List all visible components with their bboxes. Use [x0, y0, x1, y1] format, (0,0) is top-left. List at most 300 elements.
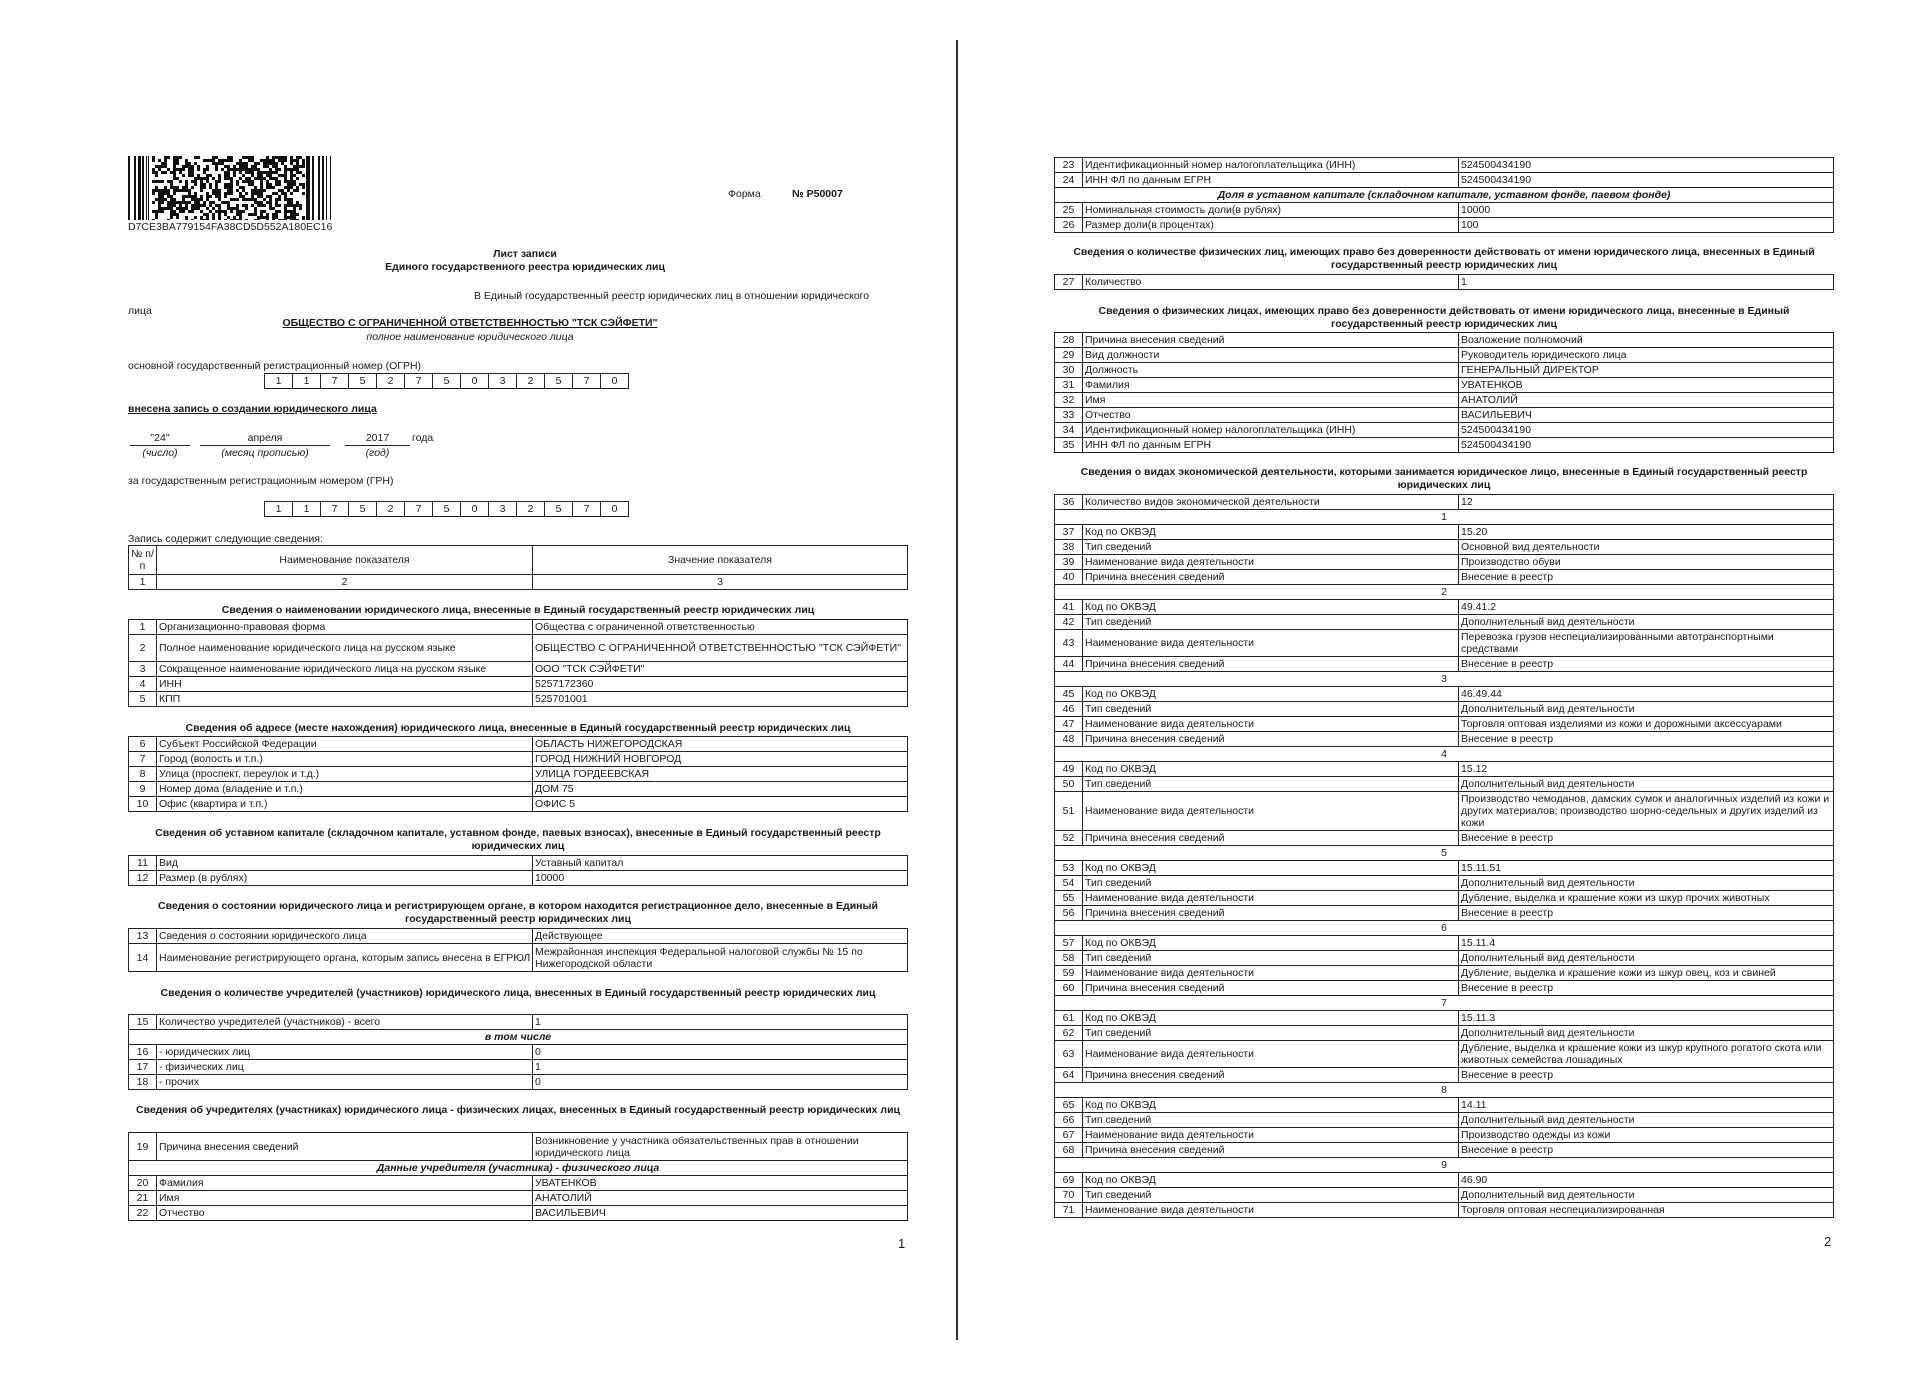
- digit-cell: 7: [404, 373, 433, 389]
- table-row: [1055, 1026, 1834, 1041]
- row-label: Причина внесения сведений: [1083, 732, 1459, 747]
- capital-table: [128, 855, 908, 886]
- row-number: 70: [1055, 1188, 1083, 1203]
- row-label: Наименование вида деятельности: [1083, 1041, 1459, 1068]
- row-value: ГЕНЕРАЛЬНЫЙ ДИРЕКТОР: [1459, 363, 1834, 378]
- row-number: 9: [129, 782, 157, 797]
- table-row: [1055, 951, 1834, 966]
- row-label: - прочих: [157, 1075, 533, 1090]
- table-row: [1055, 861, 1834, 876]
- row-value: Производство обуви: [1459, 555, 1834, 570]
- digit-cell: 0: [600, 373, 629, 389]
- row-label: Полное наименование юридического лица на русском языке: [157, 635, 533, 662]
- row-number: 18: [129, 1075, 157, 1090]
- table-row: [129, 767, 908, 782]
- row-number: 32: [1055, 393, 1083, 408]
- row-label: Код по ОКВЭД: [1083, 1098, 1459, 1113]
- row-value: Межрайонная инспекция Федеральной налоговой службы № 15 по Нижегородской области: [533, 944, 908, 972]
- row-label: Причина внесения сведений: [1083, 657, 1459, 672]
- row-value: АНАТОЛИЙ: [1459, 393, 1834, 408]
- row-label: Номер дома (владение и т.п.): [157, 782, 533, 797]
- row-label: Наименование вида деятельности: [1083, 1128, 1459, 1143]
- row-label: Причина внесения сведений: [1083, 570, 1459, 585]
- row-value: Внесение в реестр: [1459, 831, 1834, 846]
- digit-cell: 3: [488, 373, 517, 389]
- table-row: [129, 1176, 908, 1191]
- intro-line: В Единый государственный реестр юридических лиц в отношении юридического: [474, 290, 870, 302]
- table-row: [129, 635, 908, 662]
- row-number: 63: [1055, 1041, 1083, 1068]
- row-value: Дополнительный вид деятельности: [1459, 615, 1834, 630]
- row-label: Улица (проспект, переулок и т.д.): [157, 767, 533, 782]
- row-number: 23: [1055, 158, 1083, 173]
- row-number: 52: [1055, 831, 1083, 846]
- name-table: [128, 619, 908, 707]
- row-value: 525701001: [533, 692, 908, 707]
- row-value: 524500434190: [1459, 438, 1834, 453]
- activity-group-row: [1055, 1083, 1834, 1098]
- page-number: 2: [1824, 1234, 1832, 1249]
- row-number: 40: [1055, 570, 1083, 585]
- table-row: [1055, 1188, 1834, 1203]
- row-label: Тип сведений: [1083, 1113, 1459, 1128]
- table-row: [129, 1075, 908, 1090]
- table-row: [1055, 570, 1834, 585]
- table-row: [1055, 615, 1834, 630]
- row-number: 57: [1055, 936, 1083, 951]
- founders-table: [128, 1132, 908, 1221]
- row-label: Тип сведений: [1083, 876, 1459, 891]
- persons-table: [1054, 332, 1834, 453]
- row-value: Торговля оптовая неспециализированная: [1459, 1203, 1834, 1218]
- row-value: 10000: [1459, 203, 1834, 218]
- row-label: Тип сведений: [1083, 540, 1459, 555]
- activity-group-number: 6: [1055, 921, 1834, 936]
- row-value: Общества с ограниченной ответственностью: [533, 620, 908, 635]
- row-number: 17: [129, 1060, 157, 1075]
- digit-cell: 1: [292, 373, 321, 389]
- table-row: [1055, 891, 1834, 906]
- row-number: 16: [129, 1045, 157, 1060]
- table-row: [129, 752, 908, 767]
- ogrn-label: основной государственный регистрационный номер (ОГРН): [128, 360, 422, 372]
- row-number: 47: [1055, 717, 1083, 732]
- table-row: [1055, 1068, 1834, 1083]
- row-number: 14: [129, 944, 157, 972]
- org-full-name: ОБЩЕСТВО С ОГРАНИЧЕННОЙ ОТВЕТСТВЕННОСТЬЮ "ТСК СЭЙФЕТИ": [282, 317, 658, 329]
- row-label: Количество: [1083, 275, 1459, 290]
- row-number: 62: [1055, 1026, 1083, 1041]
- activities-table: [1054, 494, 1834, 1218]
- activity-group-row: [1055, 846, 1834, 861]
- row-number: 56: [1055, 906, 1083, 921]
- row-label: Код по ОКВЭД: [1083, 1011, 1459, 1026]
- row-value: 1: [1459, 275, 1834, 290]
- row-value: Дополнительный вид деятельности: [1459, 702, 1834, 717]
- row-label: Код по ОКВЭД: [1083, 525, 1459, 540]
- row-label: Имя: [1083, 393, 1459, 408]
- row-value: 15.11.4: [1459, 936, 1834, 951]
- activity-group-row: [1055, 585, 1834, 600]
- row-label: Должность: [1083, 363, 1459, 378]
- table-row: [1055, 540, 1834, 555]
- table-row: [129, 1191, 908, 1206]
- activity-group-number: 9: [1055, 1158, 1834, 1173]
- activity-group-row: [1055, 672, 1834, 687]
- table-row: [129, 620, 908, 635]
- row-label: ИНН ФЛ по данным ЕГРН: [1083, 438, 1459, 453]
- row-number: 10: [129, 797, 157, 812]
- row-number: 58: [1055, 951, 1083, 966]
- row-value: УЛИЦА ГОРДЕЕВСКАЯ: [533, 767, 908, 782]
- row-number: 33: [1055, 408, 1083, 423]
- row-label: - физических лиц: [157, 1060, 533, 1075]
- row-number: 28: [1055, 333, 1083, 348]
- row-value: ДОМ 75: [533, 782, 908, 797]
- digit-cell: 2: [516, 373, 545, 389]
- activity-group-number: 5: [1055, 846, 1834, 861]
- intro-cont: лица: [128, 305, 152, 317]
- row-value: 1: [533, 1015, 908, 1030]
- row-value: Внесение в реестр: [1459, 570, 1834, 585]
- header-no: № п/п: [129, 546, 157, 575]
- row-number: 43: [1055, 630, 1083, 657]
- table-row: [1055, 1011, 1834, 1026]
- row-label: Номинальная стоимость доли(в рублях): [1083, 203, 1459, 218]
- row-label: Наименование вида деятельности: [1083, 717, 1459, 732]
- table-row: [129, 1060, 908, 1075]
- row-label: - юридических лиц: [157, 1045, 533, 1060]
- row-value: ВАСИЛЬЕВИЧ: [1459, 408, 1834, 423]
- section-address-heading: Сведения об адресе (месте нахождения) юридического лица, внесенные в Единый государственный реестр юридических лиц: [185, 722, 851, 734]
- row-value: ОБЛАСТЬ НИЖЕГОРОДСКАЯ: [533, 737, 908, 752]
- digit-cell: 5: [348, 373, 377, 389]
- table-row: [1055, 173, 1834, 188]
- table-row: [1055, 203, 1834, 218]
- ogrn-cells: [265, 373, 629, 389]
- table-row: [1055, 218, 1834, 233]
- row-number: 4: [129, 677, 157, 692]
- table-row: [1055, 687, 1834, 702]
- row-label: Тип сведений: [1083, 1188, 1459, 1203]
- digit-cell: 3: [488, 501, 517, 517]
- inn-table: [1054, 157, 1834, 233]
- row-number: 15: [129, 1015, 157, 1030]
- org-name-caption: полное наименование юридического лица: [366, 331, 574, 343]
- row-label: Причина внесения сведений: [1083, 831, 1459, 846]
- table-row: [129, 677, 908, 692]
- barcode-2d-icon: [128, 156, 332, 220]
- row-number: 59: [1055, 966, 1083, 981]
- table-row: [129, 692, 908, 707]
- row-value: 15.11.3: [1459, 1011, 1834, 1026]
- contains-label: Запись содержит следующие сведения:: [128, 533, 323, 545]
- page-number: 1: [898, 1236, 906, 1251]
- row-value: 15.11.51: [1459, 861, 1834, 876]
- digit-cell: 5: [544, 373, 573, 389]
- row-number: 42: [1055, 615, 1083, 630]
- row-value: Возникновение у участника обязательственных прав в отношении юридического лица: [533, 1133, 908, 1161]
- date-month-caption: (месяц прописью): [221, 447, 309, 459]
- row-value: 15.12: [1459, 762, 1834, 777]
- table-row: [129, 929, 908, 944]
- row-number: 67: [1055, 1128, 1083, 1143]
- row-value: 12: [1459, 495, 1834, 510]
- table-row: [1055, 717, 1834, 732]
- row-label: Размер доли(в процентах): [1083, 218, 1459, 233]
- row-value: Внесение в реестр: [1459, 981, 1834, 996]
- row-number: 3: [129, 662, 157, 677]
- activity-group-number: 7: [1055, 996, 1834, 1011]
- row-label: Вид должности: [1083, 348, 1459, 363]
- digit-cell: 7: [320, 501, 349, 517]
- table-row: [1055, 423, 1834, 438]
- digit-cell: 0: [600, 501, 629, 517]
- row-label: Код по ОКВЭД: [1083, 762, 1459, 777]
- row-value: Торговля оптовая изделиями из кожи и дорожными аксессуарами: [1459, 717, 1834, 732]
- table-row: [1055, 378, 1834, 393]
- row-number: 50: [1055, 777, 1083, 792]
- digit-cell: 1: [264, 501, 293, 517]
- digit-cell: 5: [348, 501, 377, 517]
- title-line2: Единого государственного реестра юридических лиц: [385, 261, 665, 273]
- row-number: 55: [1055, 891, 1083, 906]
- row-value: Возложение полномочий: [1459, 333, 1834, 348]
- row-number: 30: [1055, 363, 1083, 378]
- row-number: 34: [1055, 423, 1083, 438]
- row-number: 1: [129, 620, 157, 635]
- table-row: [1055, 1203, 1834, 1218]
- row-number: 48: [1055, 732, 1083, 747]
- row-value: Действующее: [533, 929, 908, 944]
- table-row: [129, 871, 908, 886]
- table-row: [1055, 1143, 1834, 1158]
- row-number: 21: [129, 1191, 157, 1206]
- section-name-heading: Сведения о наименовании юридического лица, внесенные в Единый государственный реестр юридических лиц: [221, 604, 815, 616]
- row-value: ОБЩЕСТВО С ОГРАНИЧЕННОЙ ОТВЕТСТВЕННОСТЬЮ "ТСК СЭЙФЕТИ": [533, 635, 908, 662]
- digit-cell: 5: [432, 501, 461, 517]
- row-value: ОФИС 5: [533, 797, 908, 812]
- grn-cells: [265, 501, 629, 517]
- row-label: Наименование вида деятельности: [1083, 966, 1459, 981]
- table-row: [1055, 1113, 1834, 1128]
- founder-data-subheading: Данные учредителя (участника) - физического лица: [129, 1161, 908, 1176]
- table-row: [1055, 408, 1834, 423]
- row-label: Отчество: [157, 1206, 533, 1221]
- digit-cell: 0: [460, 373, 489, 389]
- activity-group-number: 3: [1055, 672, 1834, 687]
- row-label: Тип сведений: [1083, 777, 1459, 792]
- row-label: ИНН: [157, 677, 533, 692]
- row-number: 6: [129, 737, 157, 752]
- row-label: Идентификационный номер налогоплательщика (ИНН): [1083, 158, 1459, 173]
- row-value: УВАТЕНКОВ: [1459, 378, 1834, 393]
- table-row: [1055, 657, 1834, 672]
- row-number: 41: [1055, 600, 1083, 615]
- row-label: Тип сведений: [1083, 951, 1459, 966]
- row-label: Субъект Российской Федерации: [157, 737, 533, 752]
- table-row: [1055, 555, 1834, 570]
- table-row: [1055, 966, 1834, 981]
- row-label: Имя: [157, 1191, 533, 1206]
- date-day: "24": [130, 432, 190, 446]
- table-row: [1055, 831, 1834, 846]
- activity-group-row: [1055, 747, 1834, 762]
- table-row: [1055, 936, 1834, 951]
- digit-cell: 7: [572, 373, 601, 389]
- barcode-code: D7CE3BA779154FA38CD5D552A180EC16: [128, 221, 333, 233]
- state-table: [128, 928, 908, 972]
- row-number: 53: [1055, 861, 1083, 876]
- row-label: Код по ОКВЭД: [1083, 600, 1459, 615]
- row-label: Количество учредителей (участников) - всего: [157, 1015, 533, 1030]
- row-number: 19: [129, 1133, 157, 1161]
- table-row: [1055, 876, 1834, 891]
- row-value: Внесение в реестр: [1459, 732, 1834, 747]
- row-value: Внесение в реестр: [1459, 1068, 1834, 1083]
- table-row: [1055, 1173, 1834, 1188]
- row-value: 5257172360: [533, 677, 908, 692]
- row-label: Тип сведений: [1083, 702, 1459, 717]
- table-row: [129, 1206, 908, 1221]
- row-value: Основной вид деятельности: [1459, 540, 1834, 555]
- activity-group-row: [1055, 1158, 1834, 1173]
- row-label: Офис (квартира и т.п.): [157, 797, 533, 812]
- header-n3: 3: [533, 575, 908, 590]
- row-number: 45: [1055, 687, 1083, 702]
- row-label: Наименование вида деятельности: [1083, 792, 1459, 831]
- section-founders-heading: Сведения об учредителях (участниках) юридического лица - физических лицах, внесенных в Единый государственный реестр юридических лиц: [135, 1104, 901, 1116]
- row-value: ГОРОД НИЖНИЙ НОВГОРОД: [533, 752, 908, 767]
- form-label: Форма: [728, 188, 761, 200]
- digit-cell: 7: [320, 373, 349, 389]
- row-value: Уставный капитал: [533, 856, 908, 871]
- row-value: Дополнительный вид деятельности: [1459, 1113, 1834, 1128]
- header-n2: 2: [157, 575, 533, 590]
- activity-group-row: [1055, 921, 1834, 936]
- digit-cell: 7: [572, 501, 601, 517]
- row-value: Дубление, выделка и крашение кожи из шкур прочих животных: [1459, 891, 1834, 906]
- row-value: Внесение в реестр: [1459, 906, 1834, 921]
- row-value: Дополнительный вид деятельности: [1459, 777, 1834, 792]
- section-founders-count-heading: Сведения о количестве учредителей (участников) юридического лица, внесенных в Единый государственный реестр юридических лиц: [160, 987, 876, 999]
- table-row: [1055, 981, 1834, 996]
- table-row: [129, 856, 908, 871]
- table-row: [1055, 525, 1834, 540]
- row-value: Перевозка грузов неспециализированными автотранспортными средствами: [1459, 630, 1834, 657]
- table-row: [129, 737, 908, 752]
- row-value: Дубление, выделка и крашение кожи из шкур овец, коз и свиней: [1459, 966, 1834, 981]
- row-number: 26: [1055, 218, 1083, 233]
- row-label: Код по ОКВЭД: [1083, 1173, 1459, 1188]
- table-row: [1055, 1098, 1834, 1113]
- form-number: № Р50007: [792, 188, 843, 200]
- row-value: Дополнительный вид деятельности: [1459, 1026, 1834, 1041]
- digit-cell: 5: [432, 373, 461, 389]
- digit-cell: 2: [516, 501, 545, 517]
- in-total-subheading: в том числе: [129, 1030, 908, 1045]
- row-label: КПП: [157, 692, 533, 707]
- row-value: 0: [533, 1075, 908, 1090]
- row-number: 44: [1055, 657, 1083, 672]
- row-label: Код по ОКВЭД: [1083, 861, 1459, 876]
- table-row: [1055, 792, 1834, 831]
- row-number: 51: [1055, 792, 1083, 831]
- row-number: 20: [129, 1176, 157, 1191]
- table-row: [1055, 702, 1834, 717]
- row-label: Наименование вида деятельности: [1083, 630, 1459, 657]
- row-number: 25: [1055, 203, 1083, 218]
- row-label: ИНН ФЛ по данным ЕГРН: [1083, 173, 1459, 188]
- row-label: Тип сведений: [1083, 1026, 1459, 1041]
- row-number: 12: [129, 871, 157, 886]
- row-number: 65: [1055, 1098, 1083, 1113]
- row-label: Причина внесения сведений: [1083, 1068, 1459, 1083]
- table-row: [1055, 1041, 1834, 1068]
- row-value: Дополнительный вид деятельности: [1459, 1188, 1834, 1203]
- share-subheading: Доля в уставном капитале (складочном капитале, уставном фонде, паевом фонде): [1055, 188, 1834, 203]
- row-number: 66: [1055, 1113, 1083, 1128]
- digit-cell: 1: [264, 373, 293, 389]
- row-number: 31: [1055, 378, 1083, 393]
- activity-group-number: 8: [1055, 1083, 1834, 1098]
- row-number: 36: [1055, 495, 1083, 510]
- table-row: [1055, 600, 1834, 615]
- table-row: [1055, 630, 1834, 657]
- table-row: [129, 797, 908, 812]
- header-name: Наименование показателя: [157, 546, 533, 575]
- row-label: Количество видов экономической деятельности: [1083, 495, 1459, 510]
- activity-group-row: [1055, 996, 1834, 1011]
- date-day-caption: (число): [142, 447, 178, 459]
- page-1: [0, 0, 955, 1385]
- row-value: Производство одежды из кожи: [1459, 1128, 1834, 1143]
- row-number: 68: [1055, 1143, 1083, 1158]
- row-label: Причина внесения сведений: [1083, 981, 1459, 996]
- address-table: [128, 736, 908, 812]
- digit-cell: 7: [404, 501, 433, 517]
- row-value: УВАТЕНКОВ: [533, 1176, 908, 1191]
- grn-label: за государственным регистрационным номером (ГРН): [128, 475, 394, 487]
- row-value: 46.49.44: [1459, 687, 1834, 702]
- header-table: [128, 545, 908, 590]
- header-value: Значение показателя: [533, 546, 908, 575]
- row-value: 0: [533, 1045, 908, 1060]
- row-number: 24: [1055, 173, 1083, 188]
- row-value: 100: [1459, 218, 1834, 233]
- date-year-suffix: года: [412, 432, 434, 444]
- row-number: 5: [129, 692, 157, 707]
- section-persons-heading: Сведения о физических лицах, имеющих право без доверенности действовать от имени юридического лица, внесенные в Единый государственный реестр юридических лиц: [1098, 305, 1790, 330]
- row-label: Идентификационный номер налогоплательщика (ИНН): [1083, 423, 1459, 438]
- row-value: 49.41.2: [1459, 600, 1834, 615]
- row-number: 64: [1055, 1068, 1083, 1083]
- row-label: Наименование вида деятельности: [1083, 555, 1459, 570]
- row-number: 39: [1055, 555, 1083, 570]
- row-value: Внесение в реестр: [1459, 1143, 1834, 1158]
- row-label: Причина внесения сведений: [1083, 333, 1459, 348]
- date-year-caption: (год): [365, 447, 390, 459]
- section-activities-heading: Сведения о видах экономической деятельности, которыми занимается юридическое лицо, внесенные в Единый государственный реестр юридических лиц: [1080, 466, 1808, 491]
- row-label: Причина внесения сведений: [1083, 1143, 1459, 1158]
- row-value: АНАТОЛИЙ: [533, 1191, 908, 1206]
- digit-cell: 2: [376, 373, 405, 389]
- activity-group-number: 1: [1055, 510, 1834, 525]
- row-value: 10000: [533, 871, 908, 886]
- row-number: 2: [129, 635, 157, 662]
- row-label: Наименование вида деятельности: [1083, 1203, 1459, 1218]
- row-value: Руководитель юридического лица: [1459, 348, 1834, 363]
